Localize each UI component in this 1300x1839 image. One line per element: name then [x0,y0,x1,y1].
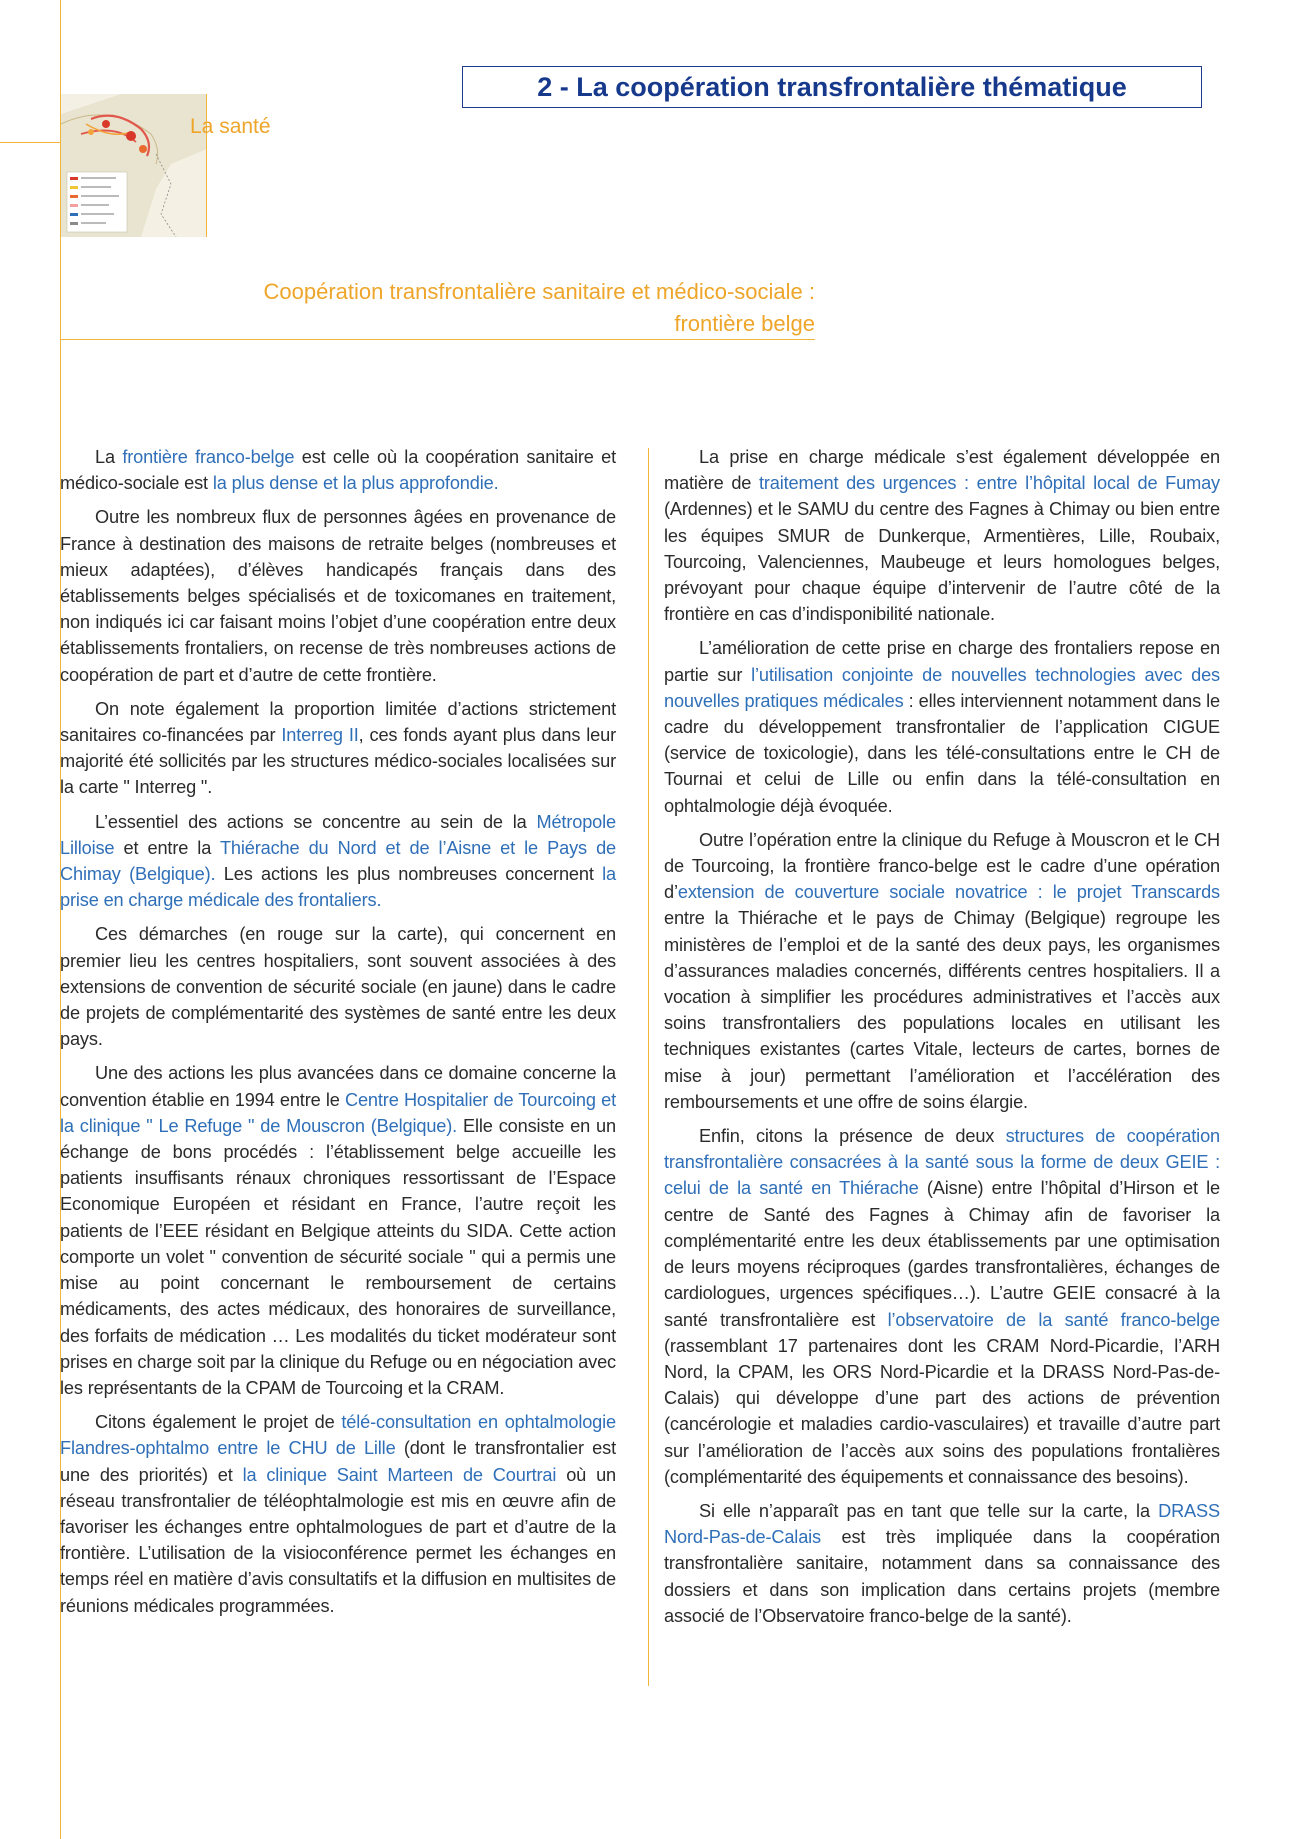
subtitle-line-1: Coopération transfrontalière sanitaire et médico-sociale : [263,279,815,304]
paragraph-text: Elle consiste en un échange de bons procédés : l’établissement belge accueille les patients insuffisants rénaux chroniques ressortissant de l’Espace Economique Européen et résidant en France, l’autre reçoit les patients de l’EEE résidant en Belgique atteints du SIDA. Cette action comporte un volet " convention de sécurité sociale " qui a permis une mise au point concernant le remboursement de certains médicaments, des actes médicaux, des honoraires de surveillance, des forfaits de médication … Les modalités du ticket modérateur sont prises en charge soit par la clinique du Refuge ou en négociation avec les représentants de la CPAM de Tourcoing et la CRAM. [60,1115,616,1398]
subtitle-line-2: frontière belge [674,311,815,336]
highlighted-phrase: télé-consultation en ophtalmologie Flandres-ophtalmo entre le CHU de Lille [60,1412,616,1459]
section-title: 2 - La coopération transfrontalière thématique [462,66,1202,108]
right-column [664,444,1220,1637]
highlighted-phrase: l’utilisation conjointe de nouvelles technologies avec des nouvelles pratiques médicales [664,664,1220,711]
paragraph-text: (Ardennes) et le SAMU du centre des Fagnes à Chimay ou bien entre les équipes SMUR de Dunkerque, Armentières, Lille, Roubaix, Tourcoing, Valenciennes, Maubeuge et leurs homologues belges, prévoyant pour chaque équipe d’intervenir de l’autre côté de la frontière en cas d’indisponibilité nationale. [664,499,1220,625]
page-subtitle [190,276,815,340]
body-paragraph [60,1409,616,1619]
paragraph-text: L’amélioration de cette prise en charge des frontaliers repose en partie sur [664,638,1220,685]
paragraph-text: Les actions les plus nombreuses concernent [215,864,603,885]
column-divider [648,448,649,1686]
body-paragraph [60,809,616,914]
body-paragraph [60,444,616,496]
highlighted-phrase: frontière franco-belge [122,447,295,467]
highlighted-phrase: extension de couverture sociale novatrice : le projet Transcards [677,882,1220,903]
paragraph-text: entre la Thiérache et le pays de Chimay (Belgique) regroupe les ministères de l’emploi et de la santé des deux pays, les organismes d’assurances maladies concernés, différents centres hospitaliers. Il a vocation à simplifier les procédures administratives et l’accès aux soins transfrontaliers des populations locales en utilisant les techniques existantes (cartes Vitale, lecteurs de cartes, bornes de mise à jour) permettant l’amélioration et l’accélération des remboursements et une offre de soins élargie. [664,908,1220,1112]
highlighted-phrase: Thiérache du Nord et de l’Aisne et le Pays de Chimay (Belgique). [60,837,616,885]
paragraph-text: est très impliquée dans la coopération transfrontalière sanitaire, notamment dans sa connaissance des dossiers et dans son implication dans certains projets (membre associé de l’Observatoire franco-belge de la santé). [664,1527,1220,1626]
body-paragraph [664,444,1220,627]
map-thumbnail-icon [61,94,207,237]
paragraph-text: Outre les nombreux flux de personnes âgées en provenance de France à destination des maisons de retraite belges (nombreuses et mieux adaptées), d’élèves handicapés français dans des établissements belges spécialisés et de toxicomanes en traitement, non indiqués ici car faisant moins l’objet d’une coopération entre deux établissements frontaliers, on recense de très nombreuses actions de coopération de part et d’autre de cette frontière. [60,507,616,685]
paragraph-text: Si elle n’apparaît pas en tant que telle sur la carte, la [699,1500,1159,1521]
highlighted-phrase: traitement des urgences : entre l’hôpital local de Fumay [758,473,1220,494]
topic-label: La santé [190,115,271,138]
paragraph-text: Ces démarches (en rouge sur la carte), qui concernent en premier lieu les centres hospitaliers, sont souvent associées à des extensions de convention de sécurité sociale (en jaune) dans le cadre de projets de complémentarité des systèmes de santé entre les deux pays. [60,924,616,1050]
highlighted-phrase: Métropole Lilloise [60,811,616,858]
body-paragraph [60,696,616,801]
paragraph-text: est celle où la coopération sanitaire et médico-sociale est [60,447,616,494]
paragraph-text: (rassemblant 17 partenaires dont les CRAM Nord-Picardie, l’ARH Nord, la CPAM, les ORS Nord-Picardie et la DRASS Nord-Pas-de-Calais) qui développe d’une part des actions de prévention (cancérologie et maladies cardio-vasculaires) et travaille d’autre part sur l’amélioration de l’accès aux soins des populations frontalières (complémentarité des équipements et connaissance des besoins). [664,1335,1220,1487]
body-paragraph [60,921,616,1052]
paragraph-text: (Aisne) entre l’hôpital d’Hirson et le centre de Santé des Fagnes à Chimay afin de favoriser la complémentarité entre les deux établissements par une optimisation de leurs moyens réciproques (gardes transfrontalières, échanges de cardiologues, urgences spécifiques…). L’autre GEIE consacré à la santé transfrontalière est [664,1178,1220,1330]
paragraph-text: La [95,447,123,467]
body-paragraph [60,504,616,687]
body-paragraph [60,1060,616,1401]
paragraph-text: (dont le transfrontalier est une des priorités) et [60,1438,616,1485]
paragraph-text: Une des actions les plus avancées dans ce domaine concerne la convention établie en 1994 entre le [60,1063,616,1110]
highlighted-phrase: DRASS Nord-Pas-de-Calais [664,1500,1220,1548]
body-paragraph [664,635,1220,818]
paragraph-text: Enfin, citons la présence de deux [699,1126,1006,1147]
highlighted-phrase: l’observatoire de la santé franco-belge [887,1309,1220,1330]
paragraph-text: , ces fonds ayant plus dans leur majorité été sollicités par les structures médico-sociales localisées sur la carte " Interreg ". [60,725,616,798]
paragraph-text: Outre l’opération entre la clinique du Refuge à Mouscron et le CH de Tourcoing, la frontière franco-belge est le cadre d’une opération d’ [664,829,1220,903]
body-paragraph [664,1123,1220,1490]
body-paragraph [664,827,1220,1115]
highlighted-phrase: la plus dense et la plus approfondie. [212,473,499,494]
paragraph-text: et entre la [114,837,220,858]
paragraph-text: où un réseau transfrontalier de téléophtalmologie est mis en œuvre afin de favoriser les échanges entre ophtalmologues de part et d’autre de la frontière. L’utilisation de la visioconférence permet les échanges en temps réel en matière d’avis consultatifs et la diffusion en multisites de réunions médicales programmées. [60,1464,616,1616]
highlighted-phrase: structures de coopération transfrontalière consacrées à la santé sous la forme de deux GEIE : celui de la santé en Thiérache [664,1126,1220,1199]
paragraph-text: : elles interviennent notamment dans le cadre du développement transfrontalier de l’application CIGUE (service de toxicologie), dans les télé-consultations entre le CH de Tournai et celui de Lille ou enfin dans la télé-consultation en ophtalmologie déjà évoquée. [664,690,1220,816]
paragraph-text: Citons également le projet de [95,1412,342,1433]
left-column [60,444,616,1627]
paragraph-text: On note également la proportion limitée d’actions strictement sanitaires co-financées par [60,698,616,746]
paragraph-text: L’essentiel des actions se concentre au sein de la [95,811,537,832]
highlighted-phrase: Centre Hospitalier de Tourcoing et la clinique " Le Refuge " de Mouscron (Belgique). [60,1089,616,1136]
highlighted-phrase: la prise en charge médicale des frontaliers. [60,864,616,911]
highlighted-phrase: la clinique Saint Marteen de Courtrai [242,1464,557,1485]
highlighted-phrase: Interreg II [281,725,359,746]
body-paragraph [664,1498,1220,1629]
paragraph-text: La prise en charge médicale s’est également développée en matière de [664,447,1220,494]
